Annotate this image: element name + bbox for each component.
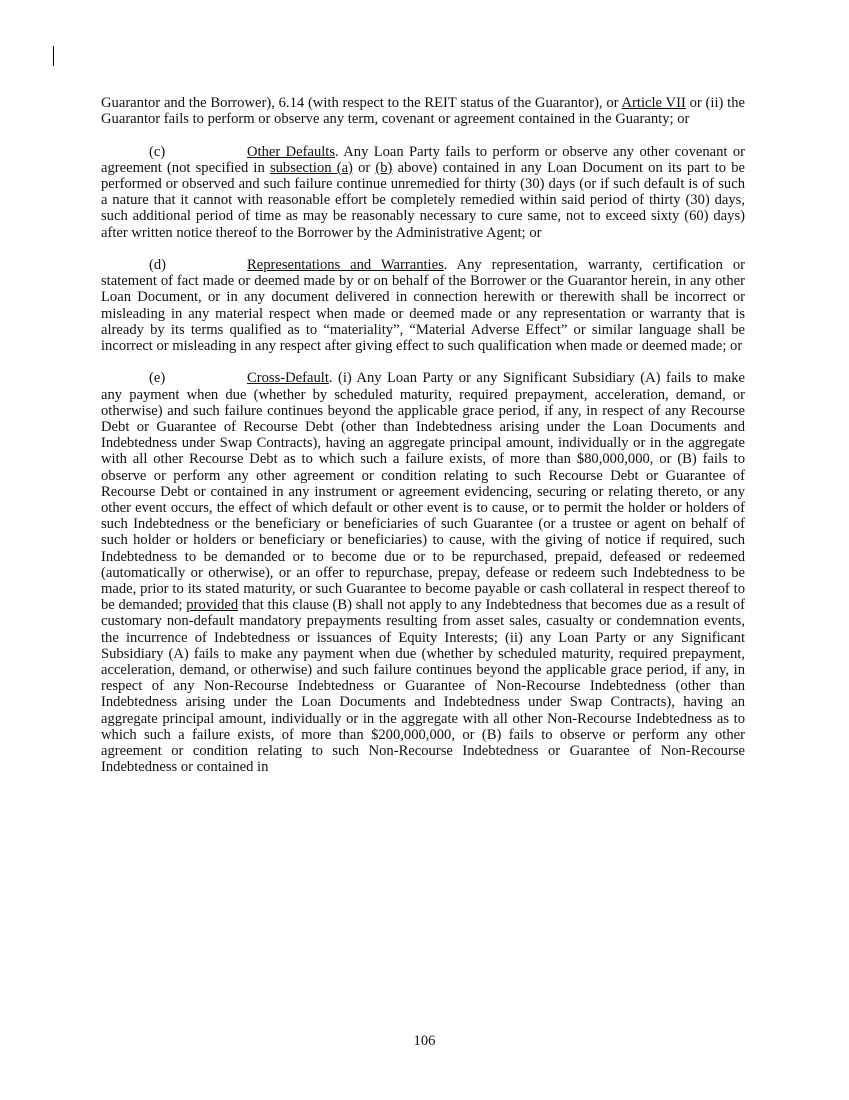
section-heading: Other Defaults [247, 143, 336, 160]
text-run: . Any representation, warranty, certification or statement of fact made or deemed made by or on behalf of the Borrower or the Guarantor herein, in any other Loan Document, or in any document delivered in connection herewith or therewith shall be incorrect or misleading in any material respect when made or deemed made or any representation or warranty that is already by its terms qualified as to “materiality”, “Material Adverse Effect” or similar language shall be incorrect or misleading in any respect after giving effect to such qualification when made or deemed made; or [101, 257, 745, 355]
text-run: Guarantor and the Borrower), 6.14 (with respect to the REIT status of the Guarantor), or [101, 95, 622, 111]
text-run: above) contained in any Loan Document on its part to be performed or observed and such failure continue unremedied for thirty (30) days (or if such default is of such a nature that it cannot with reasonable effort be completely remedied within said period of thirty (30) days, such additional period of time as may be reasonably necessary to cure same, not to exceed sixty (60) days) after written notice thereof to the Borrower by the Administrative Agent; or [101, 159, 745, 241]
paragraph-c-other-defaults: (c) Other Defaults. Any Loan Party fails to perform or observe any other covenant or agreement (not specified in subsection (a) or (b) above) contained in any Loan Document on its part to be performed or observed and such failure continue unremedied for thirty (30) days (or if such default is of such a nature that it cannot with reasonable effort be completely remedied within said period of thirty (30) days, such additional period of time as may be reasonably necessary to cure same, not to exceed sixty (60) days) after written notice thereof to the Borrower by the Administrative Agent; or [101, 143, 745, 241]
section-heading: Representations and Warranties [247, 257, 444, 273]
paragraph-e-cross-default: (e) Cross-Default. (i) Any Loan Party or any Significant Subsidiary (A) fails to make any payment when due (whether by scheduled maturity, required prepayment, acceleration, demand, or otherwise) and such failure continues beyond the applicable grace period, if any, in respect of any Recourse Debt or Guarantee of Recourse Debt (other than Indebtedness arising under the Loan Documents and Indebtedness under Swap Contracts), having an aggregate principal amount, individually or in the aggregate with all other Recourse Debt as to which such a failure exists, of more than $80,000,000, or (B) fails to observe or perform any other agreement or condition relating to such Recourse Debt or Guarantee of Recourse Debt or contained in any instrument or agreement evidencing, securing or relating thereto, or any other event occurs, the effect of which default or other event is to cause, or to permit the holder or holders of such Indebtedness or the beneficiary or beneficiaries of such Guarantee (or a trustee or agent on behalf of such holder or holders or beneficiary or beneficiaries) to cause, with the giving of notice if required, such Indebtedness to be demanded or to become due or to be repurchased, prepaid, defeased or redeemed (automatically or otherwise), or an offer to repurchase, prepay, defease or redeem such Indebtedness to be made, prior to its stated maturity, or such Guarantee to become payable or cash collateral in respect thereof to be demanded; provided that this clause (B) shall not apply to any Indebtedness that becomes due as a result of customary non-default mandatory prepayments resulting from asset sales, casualty or condemnation events, the incurrence of Indebtedness or issuances of Equity Interests; (ii) any Loan Party or any Significant Subsidiary (A) fails to make any payment when due (whether by scheduled maturity, required prepayment, acceleration, demand, or otherwise) and such failure continues beyond the applicable grace period, if any, in respect of any Non-Recourse Indebtedness or Guarantee of Non-Recourse Indebtedness (other than Indebtedness arising under the Loan Documents and Indebtedness under Swap Contracts), having an aggregate principal amount, individually or in the aggregate with all other Non-Recourse Indebtedness as to which such a failure exists, of more than $200,000,000, or (B) fails to observe or perform any other agreement or condition relating to such Non-Recourse Indebtedness or Guarantee of Non-Recourse Indebtedness or contained in [101, 370, 745, 776]
document-body [101, 95, 745, 792]
text-run: or (ii) the Guarantor fails to perform or observe any term, covenant or agreement contained in the Guaranty; or [101, 95, 745, 128]
text-run: . (i) Any Loan Party or any Significant Subsidiary (A) fails to make any payment when due (whether by scheduled maturity, required prepayment, acceleration, demand, or otherwise) and such failure continues beyond the applicable grace period, if any, in respect of any Recourse Debt or Guarantee of Recourse Debt (other than Indebtedness arising under the Loan Documents and Indebtedness under Swap Contracts), having an aggregate principal amount, individually or in the aggregate with all other Recourse Debt as to which such a failure exists, of more than $80,000,000, or (B) fails to observe or perform any other agreement or condition relating to such Recourse Debt or Guarantee of Recourse Debt or contained in any instrument or agreement evidencing, securing or relating thereto, or any other event occurs, the effect of which default or other event is to cause, or to permit the holder or holders of such Indebtedness or the beneficiary or beneficiaries of such Guarantee (or a trustee or agent on behalf of such holder or holders or beneficiary or beneficiaries) to cause, with the giving of notice if required, such Indebtedness to be demanded or to become due or to be repurchased, prepaid, defeased or redeemed (automatically or otherwise), or an offer to repurchase, prepay, defease or redeem such Indebtedness to be made, prior to its stated maturity, or such Guarantee to become payable or cash collateral in respect thereof to be demanded; [101, 370, 745, 614]
subsection-b-reference: (b) [375, 159, 393, 176]
text-run: . Any Loan Party fails to perform or observe any other covenant or agreement (not specified in [101, 143, 745, 176]
text-cursor [53, 46, 54, 66]
text-run: or [352, 159, 376, 176]
article-vii-reference: Article VII [621, 95, 686, 111]
paragraph-d-representations: (d) Representations and Warranties. Any representation, warranty, certification or statement of fact made or deemed made by or on behalf of the Borrower or the Guarantor herein, in any other Loan Document, or in any document delivered in connection herewith or therewith shall be incorrect or misleading in any material respect when made or deemed made or any representation or warranty that is already by its terms qualified as to “materiality”, “Material Adverse Effect” or similar language shall be incorrect or misleading in any respect after giving effect to such qualification when made or deemed made; or [101, 257, 745, 355]
section-heading: Cross-Default [247, 370, 329, 387]
subsection-a-reference: subsection (a) [269, 159, 353, 176]
proviso-term: provided [186, 597, 239, 614]
page-number: 106 [413, 1033, 436, 1049]
paragraph-b-continuation [101, 95, 745, 127]
text-run: that this clause (B) shall not apply to any Indebtedness that becomes due as a result of customary non-default mandatory prepayments resulting from asset sales, casualty or condemnation events, the incurrence of Indebtedness or issuances of Equity Interests; (ii) any Loan Party or any Significant Subsidiary (A) fails to make any payment when due (whether by scheduled maturity, required prepayment, acceleration, demand, or otherwise) and such failure continues beyond the applicable grace period, if any, in respect of any Non-Recourse Indebtedness or Guarantee of Non-Recourse Indebtedness (other than Indebtedness arising under the Loan Documents and Indebtedness under Swap Contracts), having an aggregate principal amount, individually or in the aggregate with all other Non-Recourse Indebtedness as to which such a failure exists, of more than $200,000,000, or (B) fails to observe or perform any other agreement or condition relating to such Non-Recourse Indebtedness or Guarantee of Non-Recourse Indebtedness or contained in [101, 597, 745, 776]
